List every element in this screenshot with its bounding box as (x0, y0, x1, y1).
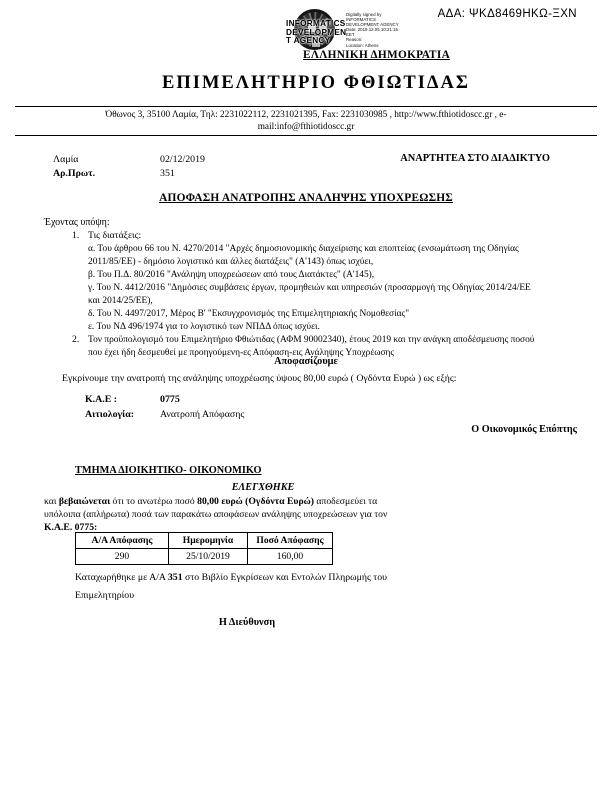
approval-text: Εγκρίνουμε την ανατροπή της ανάληψης υποχρέωσης ύψους 80,00 ευρώ ( Ογδόντα Ευρώ ) ως εξής: (62, 373, 457, 384)
republic-title: ΕΛΛΗΝΙΚΗ ΔΗΜΟΚΡΑΤΙΑ (303, 49, 451, 61)
table-row (76, 549, 333, 565)
considering-intro: Έχοντας υπόψη: (44, 217, 110, 228)
signature-detail-line: Date: 2019.12.05 10:21:15 (346, 27, 398, 33)
contact-line-2: mail:info@fthiotidoscc.gr (257, 122, 355, 132)
table-cell: 160,00 (248, 549, 333, 565)
signature-detail-line: Reason: (346, 37, 363, 43)
verification-bold-text: βεβαιώνεται (58, 496, 111, 507)
reason-value: Ανατροπή Απόφασης (160, 409, 245, 420)
registration-text: Καταχωρήθηκε με Α/Α (75, 572, 168, 583)
organization-title: ΕΠΙΜΕΛΗΤΗΡΙΟ ΦΘΙΩΤΙΔΑΣ (162, 73, 470, 93)
signature-detail-line: EET (346, 32, 355, 38)
digital-signature-details (346, 12, 410, 48)
protocol-label: Αρ.Πρωτ. (53, 168, 96, 179)
protocol-number: 351 (160, 168, 175, 179)
horizontal-rule (15, 106, 597, 107)
table-header-row (76, 533, 333, 549)
approvals-table (75, 532, 333, 565)
table-cell: 290 (76, 549, 169, 565)
decision-heading: Αποφασίζουμε (274, 356, 338, 367)
ada-code: ΑΔΑ: ΨΚΔ8469ΗΚΩ-ΞΧΝ (437, 8, 577, 20)
provision-line: γ. Του Ν. 4412/2016 "Δημόσιες συμβάσεις έργων, προμηθειών και υπηρεσιών (προσαρμογή της Οδηγίας 2014/24/ΕΕ (88, 283, 531, 293)
signature-detail-line: DEVELOPMENT AGENCY (346, 22, 399, 28)
agency-stamp-line: T AGENCY (286, 36, 331, 45)
department-heading: ΤΜΗΜΑ ΔΙΟΙΚΗΤΙΚΟ- ΟΙΚΟΝΟΜΙΚΟ (75, 465, 262, 476)
table-header-cell: Α/Α Απόφασης (76, 533, 169, 549)
verification-line-1 (44, 495, 387, 508)
signature-detail-line: Location: Athens (346, 42, 379, 48)
provision-line: ε. Του ΝΔ 496/1974 για το λογιστικό των ΝΠΔΔ όπως ισχύει. (88, 322, 320, 332)
horizontal-rule (15, 135, 597, 136)
informatics-agency-stamp (286, 20, 346, 46)
registration-text: στο Βιβλίο Εγκρίσεων και Εντολών Πληρωμής του (182, 572, 387, 583)
verification-text: αποδεσμεύει τα (313, 496, 378, 507)
verification-text: ότι το ανωτέρω ποσό (110, 496, 198, 507)
list-item-1-text: Τις διατάξεις: (88, 230, 142, 241)
provision-lines (88, 243, 531, 334)
provision-line: δ. Του Ν. 4497/2017, Μέρος Β' "Εκσυγχρονισμός της Επιμελητηριακής Νομοθεσίας" (88, 309, 410, 319)
checked-heading: ΕΛΕΓΧΘΗΚΕ (231, 482, 295, 493)
kae-value: 0775 (160, 394, 180, 405)
verification-paragraph (44, 495, 387, 534)
registration-line-2: Επιμελητηρίου (75, 590, 135, 601)
table-header-cell: Ποσό Απόφασης (248, 533, 333, 549)
provision-line: α. Του άρθρου 66 του Ν. 4270/2014 "Αρχές δημοσιονομικής διαχείρισης και εποπτείας (ενσωμάτωση της Οδηγίας (88, 244, 519, 254)
agency-stamp-line: DEVELOPMEN (286, 27, 347, 37)
verification-amount: 80,00 ευρώ (Ογδόντα Ευρώ) (197, 496, 314, 507)
publish-notice: ΑΝΑΡΤΗΤΕΑ ΣΤΟ ΔΙΑΔΙΚΤΥΟ (400, 153, 550, 164)
verification-line-3: Κ.Α.Ε. 0775: (44, 522, 98, 533)
document-title: ΑΠΟΦΑΣΗ ΑΝΑΤΡΟΠΗΣ ΑΝΑΛΗΨΗΣ ΥΠΟΧΡΕΩΣΗΣ (159, 192, 453, 204)
item2-line: που έχει ήδη δεσμευθεί με προηγούμενη-ες Απόφαση-εις Ανάληψης Υποχρέωσης (88, 348, 395, 358)
registration-line-1 (75, 572, 387, 583)
verification-line-2: υπόλοιπα (απλήρωτα) ποσά των παρακάτω αποφάσεων ανάληψης υποχρεώσεων για τον (44, 509, 388, 520)
list-number-1: 1. (72, 230, 80, 241)
list-number-2: 2. (72, 334, 80, 345)
city-label: Λαμία (53, 154, 79, 165)
verification-text: και (44, 496, 59, 507)
provision-line: και 2014/25/ΕΕ), (88, 296, 153, 306)
registration-number: 351 (167, 572, 183, 583)
contact-line-1: Όθωνος 3, 35100 Λαμία, Τηλ: 2231022112, 2231021395, Fax: 2231030985 , http://www.fthiotidoscc.gr , e- (105, 110, 507, 120)
document-date: 02/12/2019 (160, 154, 205, 165)
reason-label: Αιτιολογία: (85, 409, 135, 420)
table-header-cell: Ημερομηνία (169, 533, 248, 549)
approvals-table-wrap (75, 532, 333, 565)
kae-label: Κ.Α.Ε : (85, 394, 118, 405)
signature-detail-line: INFORMATICS (346, 17, 376, 23)
signature-detail-line: Digitally signed by (346, 12, 382, 17)
provision-line: 2011/85/ΕΕ) - δημόσιο λογιστικό και άλλες διατάξεις" (Α'143) όπως ισχύει, (88, 257, 374, 267)
item2-line: Τον προϋπολογισμό του Επιμελητήριο Φθιώτιδας (ΑΦΜ 90002340), έτους 2019 και την ανάγκη αποδέσμευσης ποσού (88, 335, 535, 345)
table-cell: 25/10/2019 (169, 549, 248, 565)
direction-signature: Η Διεύθυνση (218, 617, 276, 628)
agency-stamp-line: INFORMATICS (286, 19, 346, 28)
provision-line: β. Του Π.Δ. 80/2016 "Ανάληψη υποχρεώσεων από τους Διατάκτες" (Α'145), (88, 270, 375, 280)
financial-supervisor-signature: Ο Οικονομικός Επόπτης (471, 424, 577, 435)
